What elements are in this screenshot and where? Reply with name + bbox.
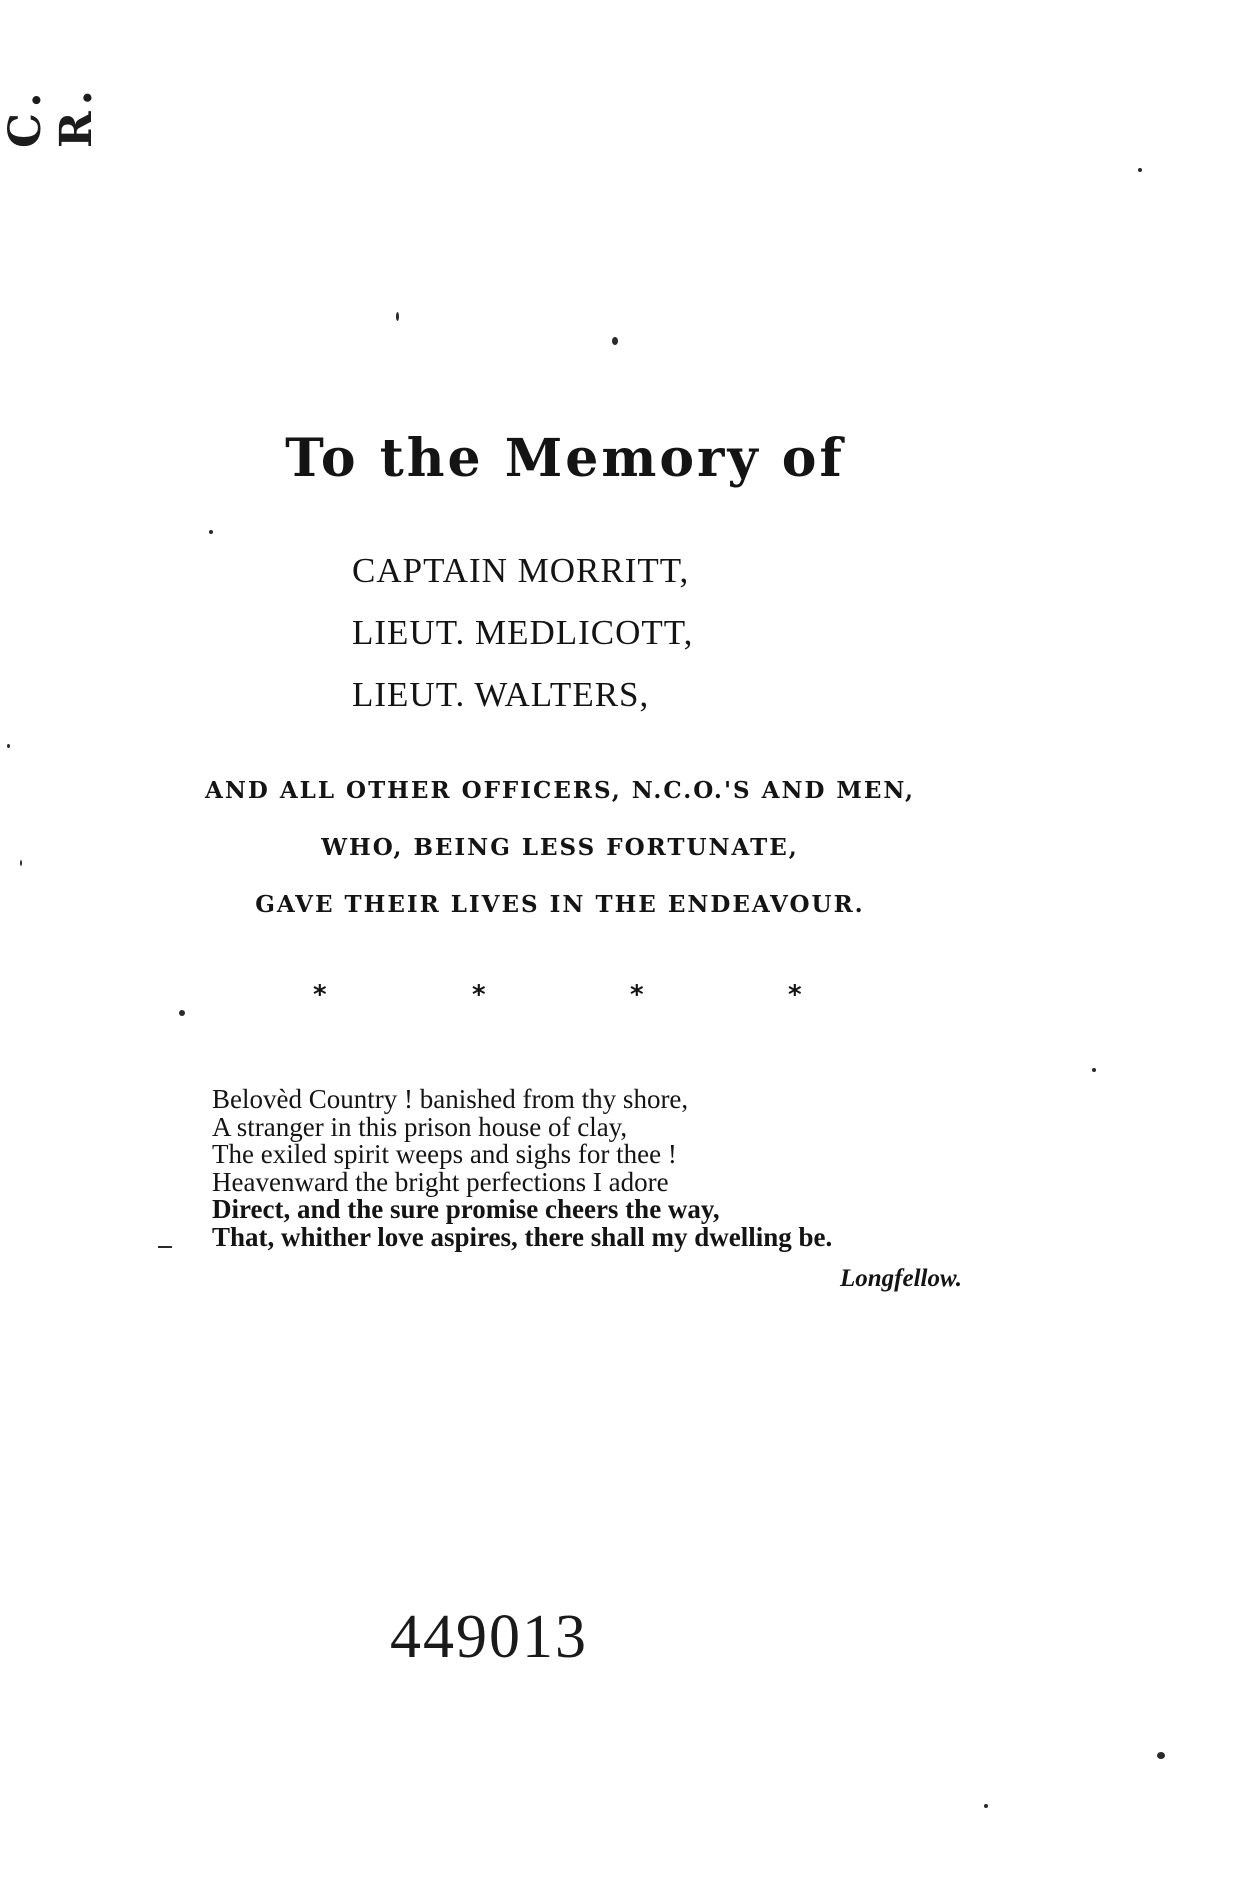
officer-name: LIEUT. WALTERS, [352,675,650,714]
scan-speck [1157,1752,1165,1759]
scan-speck [7,744,10,748]
poem-line: Heavenward the bright perfections I adore [212,1166,669,1197]
poem-line: Direct, and the sure promise cheers the way, [212,1194,720,1224]
poem-attribution: Longfellow. [840,1265,962,1292]
poem-line: The exiled spirit weeps and sighs for thee ! [212,1139,677,1169]
dedication-line: GAVE THEIR LIVES IN THE ENDEAVOUR. [255,891,865,918]
catalog-number: 449013 [390,1603,588,1671]
dedication-lines [0,762,1120,933]
dedication-title: To the Memory of [285,428,845,489]
separator-star: * [472,980,486,1010]
separator-star: * [313,980,327,1010]
officer-name: LIEUT. MEDLICOTT, [352,613,694,652]
scan-speck [1092,1068,1096,1072]
officer-name: CAPTAIN MORRITT, [352,551,690,590]
officer-names [352,540,693,726]
library-stamp: C. R. [0,84,102,148]
scan-speck [396,312,399,321]
poem-line: A stranger in this prison house of clay, [212,1111,628,1142]
dedication-line: WHO, BEING LESS FORTUNATE, [321,834,799,861]
poem-stanza [212,1086,832,1251]
poem-line: That, whither love aspires, there shall my dwelling be. [212,1221,833,1252]
scan-speck [1138,168,1142,172]
scan-speck [158,1246,172,1248]
separator-star: * [788,980,802,1010]
separator-star: * [630,980,644,1010]
scan-speck [984,1804,988,1808]
scan-speck [20,860,22,866]
dedication-line: AND ALL OTHER OFFICERS, N.C.O.'S AND MEN, [205,777,915,804]
scan-speck [209,530,213,534]
scan-speck [179,1010,185,1016]
scan-speck [612,337,618,345]
asterism-separator [0,980,1250,1010]
poem-line: Belovèd Country ! banished from thy shore, [212,1084,689,1114]
